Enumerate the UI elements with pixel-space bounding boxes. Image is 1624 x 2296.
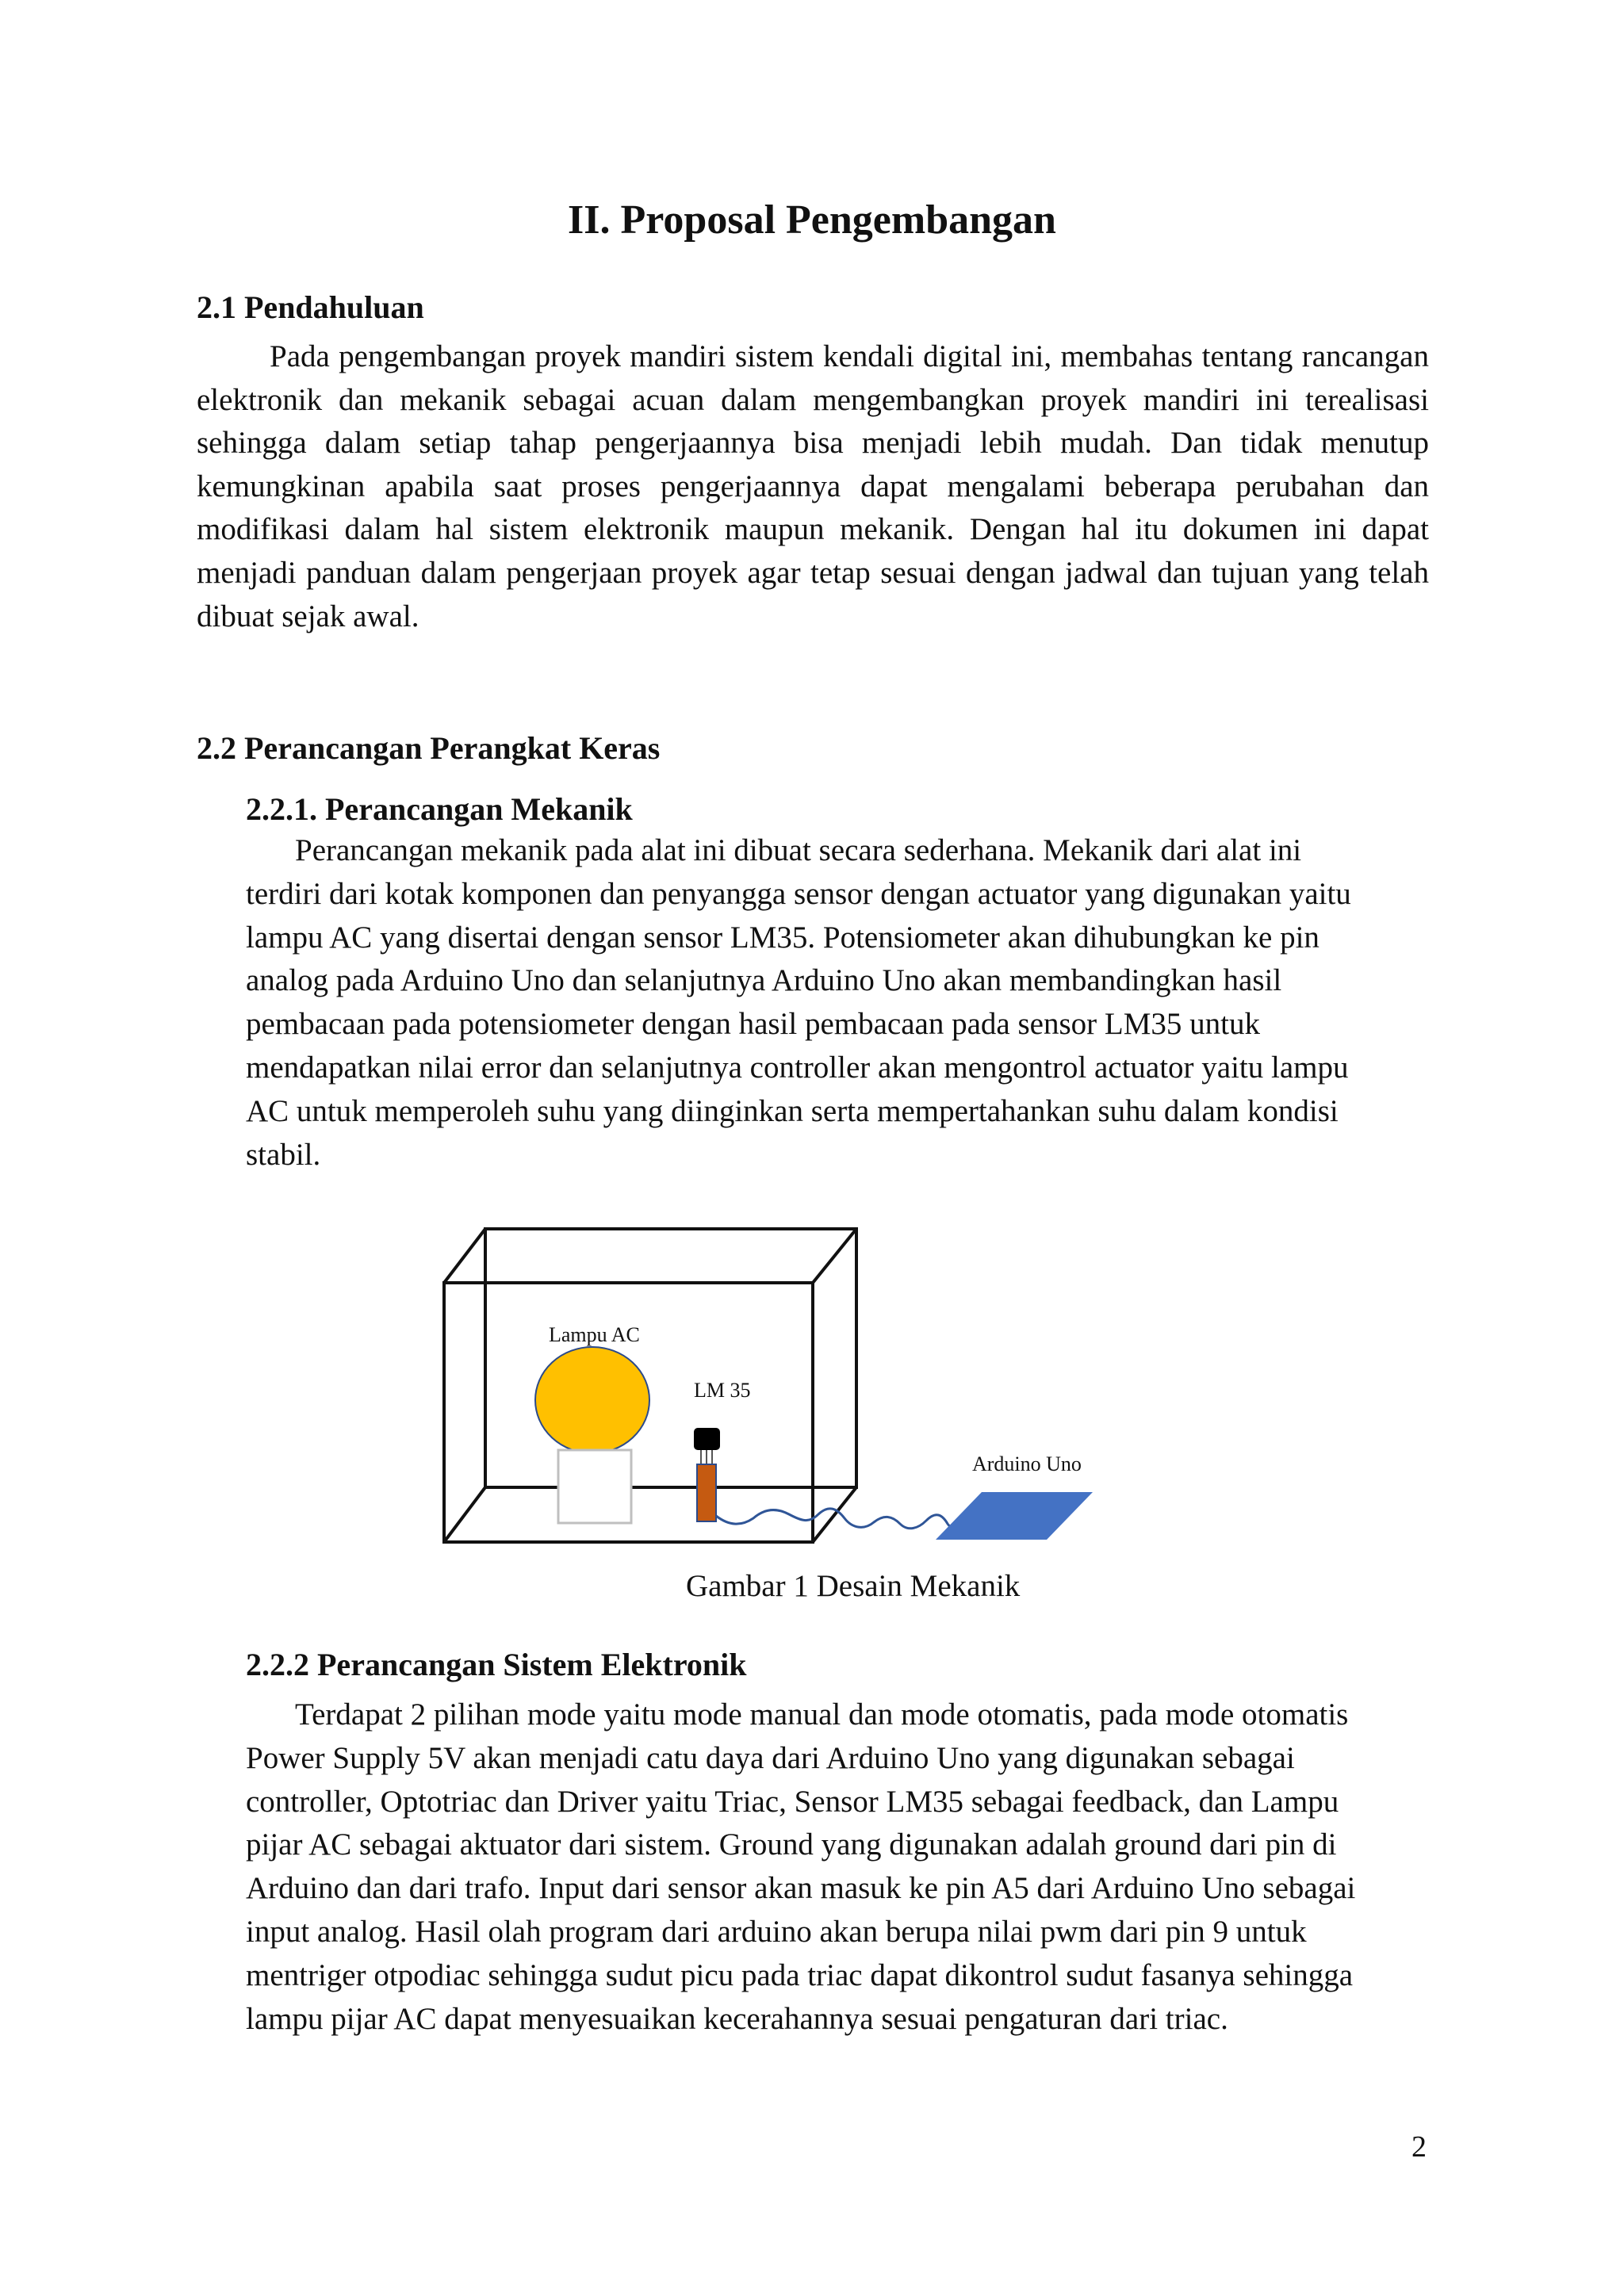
subsection-heading-elektronik: 2.2.2 Perancangan Sistem Elektronik — [246, 1647, 747, 1682]
text-line: Terdapat 2 pilihan mode yaitu mode manual dan mode otomatis, pada mode otomatis — [295, 1697, 1349, 1732]
text-line: stabil. — [246, 1137, 321, 1172]
pendahuluan-paragraph: Pada pengembangan proyek mandiri sistem kendali digital ini, membahas tentang rancangan elektronik dan mekanik sebagai acuan dalam mengembangkan proyek mandiri ini terealisasi sehingga dalam setiap tahap pengerjaannya bisa menjadi lebih mudah. Dan tidak menutup kemungkinan apabila saat proses pengerjaannya dapat mengalami beberapa perubahan dan modifikasi dalam hal sistem elektronik maupun mekanik. Dengan hal itu dokumen ini dapat menjadi panduan dalam pengerjaan proyek agar tetap sesuai dengan jadwal dan tujuan yang telah dibuat sejak awal. — [197, 339, 1429, 633]
mechanical-design-figure — [428, 1213, 1110, 1562]
section-heading-pendahuluan: 2.1 Pendahuluan — [197, 289, 424, 325]
box-back-face — [485, 1229, 856, 1487]
section-heading-perangkat-keras: 2.2 Perancangan Perangkat Keras — [197, 730, 661, 766]
text-line: pembacaan pada potensiometer dengan hasil pembacaan pada sensor LM35 untuk — [246, 1007, 1260, 1042]
mekanik-paragraph — [246, 829, 1483, 1177]
page-number: 2 — [1411, 2130, 1427, 2164]
text-line: mendapatkan nilai error dan selanjutnya controller akan mengontrol actuator yaitu lampu — [246, 1050, 1349, 1085]
text-line: controller, Optotriac dan Driver yaitu Triac, Sensor LM35 sebagai feedback, dan Lampu — [246, 1784, 1339, 1819]
text-line: mentriger otpodiac sehingga sudut picu pada triac dapat dikontrol sudut fasanya sehingga — [246, 1957, 1354, 1992]
sensor-cable — [716, 1509, 966, 1529]
lamp-bulb — [535, 1347, 649, 1453]
sensor-head — [694, 1428, 720, 1450]
text-line: lampu AC yang disertai dengan sensor LM35. Potensiometer akan dihubungkan ke pin — [246, 920, 1320, 955]
text-line: lampu pijar AC dapat menyesuaikan kecerahannya sesuai pengaturan dari triac. — [246, 2001, 1228, 2036]
text-line: input analog. Hasil olah program dari arduino akan berupa nilai pwm dari pin 9 untuk — [246, 1914, 1307, 1949]
lamp-label: Lampu AC — [549, 1323, 640, 1346]
text-line: pijar AC sebagai aktuator dari sistem. Ground yang digunakan adalah ground dari pin di — [246, 1827, 1337, 1862]
arduino-board — [936, 1492, 1093, 1540]
sensor-label: LM 35 — [694, 1379, 751, 1402]
text-line: AC untuk memperoleh suhu yang diinginkan serta mempertahankan suhu dalam kondisi — [246, 1093, 1339, 1128]
box-edge — [813, 1229, 856, 1283]
text-line: terdiri dari kotak komponen dan penyangga sensor dengan actuator yang digunakan yaitu — [246, 876, 1351, 911]
subsection-heading-mekanik: 2.2.1. Perancangan Mekanik — [246, 791, 633, 827]
lamp-base — [558, 1450, 631, 1523]
text-line: Arduino dan dari trafo. Input dari sensor akan masuk ke pin A5 dari Arduino Uno sebagai — [246, 1871, 1356, 1906]
figure-caption: Gambar 1 Desain Mekanik — [686, 1569, 1021, 1603]
sensor-body — [697, 1464, 716, 1521]
page-title: II. Proposal Pengembangan — [568, 197, 1056, 243]
arduino-label: Arduino Uno — [972, 1452, 1082, 1475]
text-line: Perancangan mekanik pada alat ini dibuat secara sederhana. Mekanik dari alat ini — [295, 833, 1302, 867]
box-edge — [444, 1229, 485, 1283]
box-edge — [444, 1487, 485, 1542]
text-line: analog pada Arduino Uno dan selanjutnya Arduino Uno akan membandingkan hasil — [246, 963, 1282, 998]
text-line: Power Supply 5V akan menjadi catu daya dari Arduino Uno yang digunakan sebagai — [246, 1740, 1295, 1775]
elektronik-paragraph — [246, 1693, 1491, 2041]
